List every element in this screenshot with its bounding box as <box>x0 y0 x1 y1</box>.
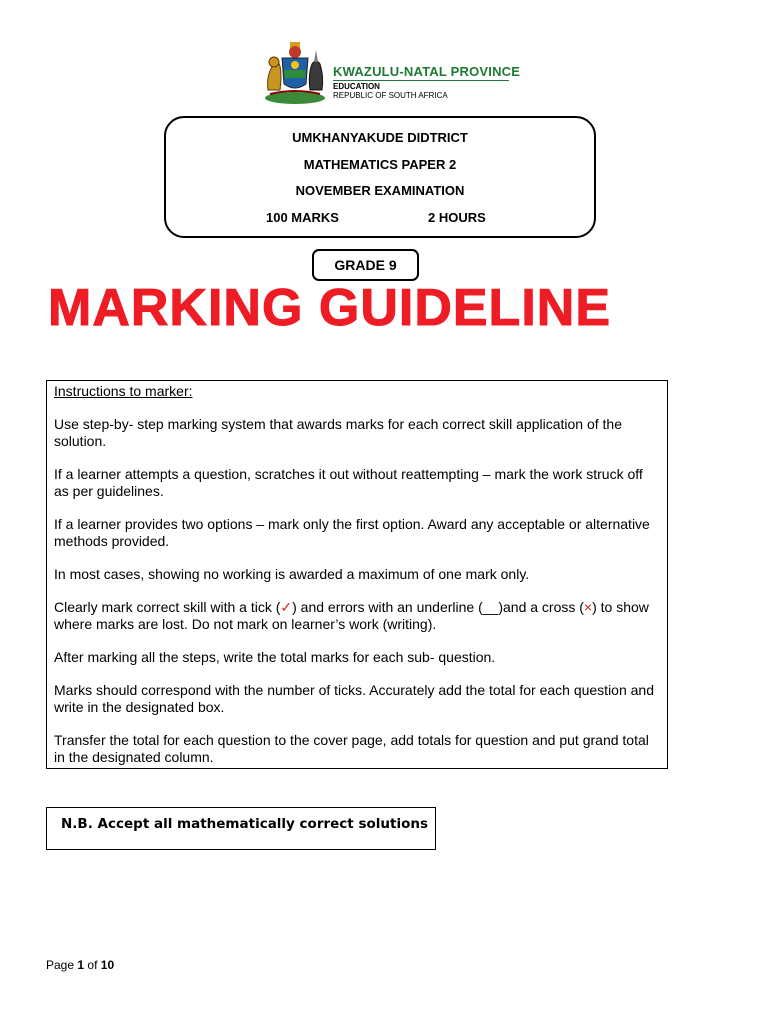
exam-info-box <box>164 116 596 238</box>
header-divider <box>333 80 509 81</box>
instruction-paragraph: Transfer the total for each question to the cover page, add totals for question and put grand total in the designated column. <box>54 732 649 765</box>
footer-of-word: of <box>87 958 98 972</box>
exam-marks: 100 MARKS <box>266 210 339 225</box>
instruction-paragraph: Marks should correspond with the number of ticks. Accurately add the total for each question and write in the designated box. <box>54 682 654 715</box>
coat-of-arms-logo <box>260 40 330 106</box>
cross-icon: × <box>583 599 593 615</box>
instruction-paragraph-marks <box>54 599 657 633</box>
footer-page-word: Page <box>46 958 75 972</box>
province-name: KWAZULU-NATAL PROVINCE <box>333 64 521 79</box>
footer-page-total: 10 <box>100 958 115 972</box>
footer-page-number: 1 <box>77 958 85 972</box>
instruction-paragraph: Use step-by- step marking system that awards marks for each correct skill application of the solution. <box>54 416 622 449</box>
nb-note-box: N.B. Accept all mathematically correct solutions <box>46 807 436 850</box>
tick-icon: ✓ <box>280 599 293 615</box>
instructions-box <box>46 380 668 769</box>
country-name: REPUBLIC OF SOUTH AFRICA <box>333 91 448 100</box>
exam-duration: 2 HOURS <box>428 210 486 225</box>
instructions-heading: Instructions to marker: <box>54 383 193 399</box>
grade-badge: GRADE 9 <box>312 249 419 281</box>
instruction-text: ) and errors with an underline (__)and a cross ( <box>292 599 584 615</box>
instruction-text: ) to show where marks are lost. Do not mark on learner’s work (writing). <box>54 599 649 632</box>
instruction-text: Clearly mark correct skill with a tick ( <box>54 599 281 615</box>
instruction-paragraph: If a learner attempts a question, scratches it out without reattempting – mark the work struck off as per guidelines. <box>54 466 643 499</box>
instruction-paragraph: After marking all the steps, write the total marks for each sub- question. <box>54 649 496 665</box>
page-footer <box>46 958 114 972</box>
department-name: EDUCATION <box>333 82 380 91</box>
exam-district: UMKHANYAKUDE DIDTRICT <box>292 130 468 145</box>
instruction-paragraph: If a learner provides two options – mark only the first option. Award any acceptable or alternative methods provided. <box>54 516 650 549</box>
instruction-paragraph: In most cases, showing no working is awarded a maximum of one mark only. <box>54 566 530 582</box>
exam-session: NOVEMBER EXAMINATION <box>295 183 465 198</box>
page-title: MARKING GUIDELINE <box>48 279 611 337</box>
exam-paper: MATHEMATICS PAPER 2 <box>303 157 457 172</box>
